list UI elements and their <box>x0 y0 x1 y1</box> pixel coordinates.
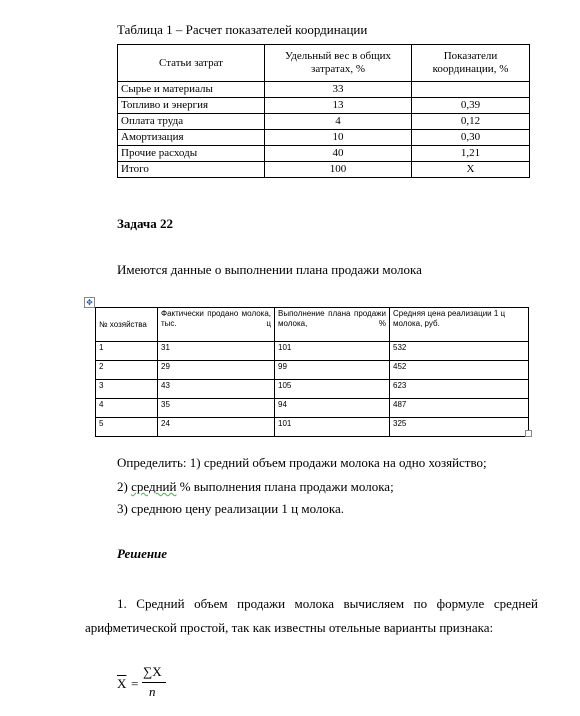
solution-paragraph-line-1: 1. Средний объем продажи молока вычисляем по формуле средней <box>117 596 538 611</box>
spellcheck-word[interactable]: средний <box>131 479 177 494</box>
table-cell: 325 <box>390 418 529 437</box>
table-cell: 452 <box>390 361 529 380</box>
formula-lhs: $\overline{X}$ <box>117 676 127 691</box>
task-intro: Имеются данные о выполнении плана продажи молока <box>117 262 422 277</box>
table-row <box>118 130 530 146</box>
table-cell: 1 <box>96 342 158 361</box>
milk-sales-table[interactable] <box>95 307 529 437</box>
question-1: Определить: 1) средний объем продажи молока на одно хозяйство; <box>117 455 487 470</box>
table-cell: 0,30 <box>412 130 530 146</box>
fraction-bar <box>142 682 166 683</box>
table-row <box>118 82 530 98</box>
table-cell: 99 <box>275 361 390 380</box>
table-row <box>96 361 529 380</box>
table-cell: 0,39 <box>412 98 530 114</box>
coordination-table <box>117 44 530 178</box>
header-cell: Фактически продано молока, тыс. ц <box>158 308 275 342</box>
table-cell: 2 <box>96 361 158 380</box>
table-cell: 5 <box>96 418 158 437</box>
formula-denominator: n <box>149 684 156 699</box>
header-cell: Средняя цена реализации 1 ц молока, руб. <box>390 308 529 342</box>
table-row <box>96 399 529 418</box>
table-cell: Итого <box>118 162 265 178</box>
table-cell: 100 <box>265 162 412 178</box>
table-header-row <box>118 45 530 82</box>
table-cell: 3 <box>96 380 158 399</box>
table-cell: 4 <box>265 114 412 130</box>
table-cell: 33 <box>265 82 412 98</box>
solution-paragraph-line-2: арифметической простой, так как известны отельные варианты признака: <box>85 620 494 635</box>
table-cell: 94 <box>275 399 390 418</box>
table-cell: 31 <box>158 342 275 361</box>
header-cell: Выполнение плана продажи молока, % <box>275 308 390 342</box>
header-cell: Показатели координации, % <box>412 45 530 82</box>
mean-formula <box>116 664 176 704</box>
task-title: Задача 22 <box>117 216 173 231</box>
table-cell: 29 <box>158 361 275 380</box>
table-row <box>118 98 530 114</box>
table-cell: Топливо и энергия <box>118 98 265 114</box>
table-row <box>118 162 530 178</box>
table-row <box>96 342 529 361</box>
table-cell: Х <box>412 162 530 178</box>
formula-numerator: ∑X <box>143 664 162 679</box>
table-cell: 487 <box>390 399 529 418</box>
table-cell: 13 <box>265 98 412 114</box>
table-cell: Прочие расходы <box>118 146 265 162</box>
table-cell: 43 <box>158 380 275 399</box>
table-cell <box>412 82 530 98</box>
header-cell: Статьи затрат <box>118 45 265 82</box>
table-cell: 35 <box>158 399 275 418</box>
table-cell: Оплата труда <box>118 114 265 130</box>
header-cell: Удельный вес в общих затратах, % <box>265 45 412 82</box>
question-2 <box>117 479 394 495</box>
formula-equals: = <box>131 676 139 691</box>
table-cell: 1,21 <box>412 146 530 162</box>
header-cell: № хозяйства <box>96 308 158 342</box>
table-resize-handle[interactable] <box>525 430 532 437</box>
table-cell: 101 <box>275 342 390 361</box>
table1-caption: Таблица 1 – Расчет показателей координации <box>117 22 368 37</box>
table-row <box>96 380 529 399</box>
table-cell: 623 <box>390 380 529 399</box>
table-cell: Сырье и материалы <box>118 82 265 98</box>
table-cell: 532 <box>390 342 529 361</box>
table-cell: 101 <box>275 418 390 437</box>
table-cell: Амортизация <box>118 130 265 146</box>
table-cell: 10 <box>265 130 412 146</box>
table-cell: 24 <box>158 418 275 437</box>
table-row <box>118 146 530 162</box>
table-row <box>96 418 529 437</box>
question-3: 3) среднюю цену реализации 1 ц молока. <box>117 501 345 516</box>
solution-title: Решение <box>117 546 168 561</box>
question-2-rest: % выполнения плана продажи молока; <box>176 479 394 494</box>
question-2-number: 2) <box>117 479 132 494</box>
table-row <box>118 114 530 130</box>
table-cell: 40 <box>265 146 412 162</box>
table-move-handle-icon[interactable]: ✥ <box>84 297 95 308</box>
table-cell: 0,12 <box>412 114 530 130</box>
table-cell: 105 <box>275 380 390 399</box>
table-cell: 4 <box>96 399 158 418</box>
table-header-row <box>96 308 529 342</box>
